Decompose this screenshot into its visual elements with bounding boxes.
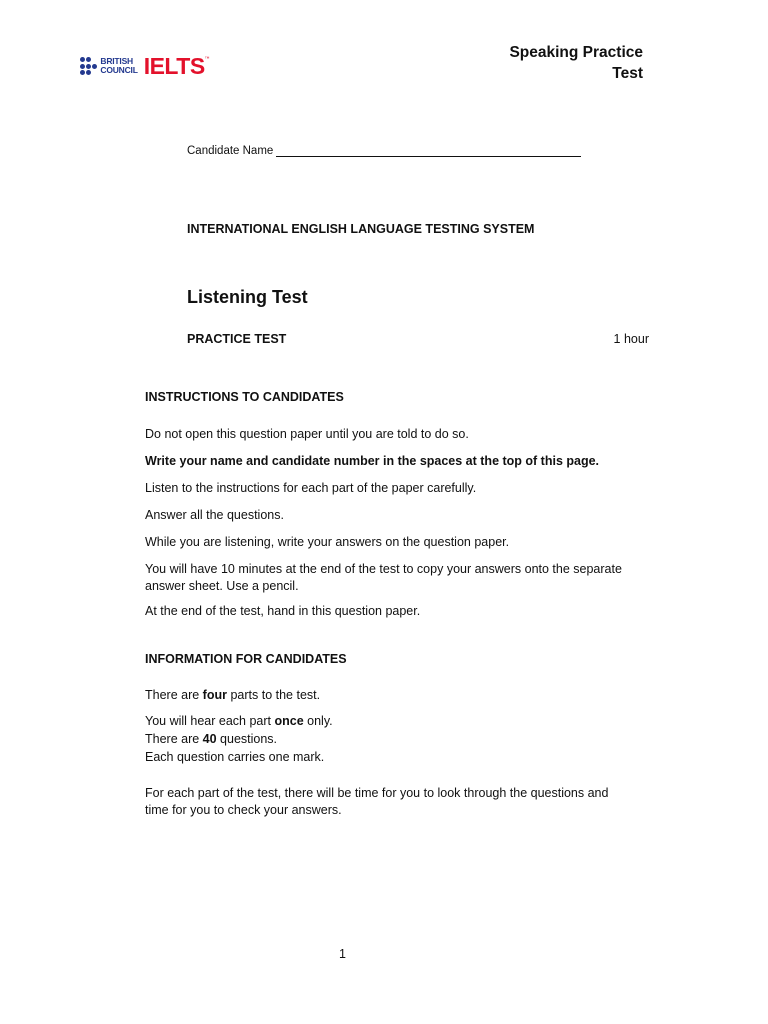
header-title-line1: Speaking Practice bbox=[509, 44, 643, 61]
instruction-item: Listen to the instructions for each part of the paper carefully. bbox=[145, 481, 477, 495]
org-name: INTERNATIONAL ENGLISH LANGUAGE TESTING SYSTEM bbox=[187, 222, 535, 236]
page-number: 1 bbox=[339, 947, 346, 961]
info-questions-before: There are bbox=[145, 732, 203, 746]
instructions-heading: INSTRUCTIONS TO CANDIDATES bbox=[145, 390, 344, 404]
logo-org-line2: COUNCIL bbox=[100, 65, 138, 75]
info-mark: Each question carries one mark. bbox=[145, 750, 325, 764]
info-time: For each part of the test, there will be time for you to look through the questions and time for you to check your answers. bbox=[145, 786, 609, 817]
header-title-line2: Test bbox=[612, 65, 643, 82]
info-parts-before: There are bbox=[145, 688, 203, 702]
info-once-emphasis: once bbox=[274, 714, 304, 728]
info-parts-after: parts to the test. bbox=[226, 688, 321, 702]
instruction-item: Do not open this question paper until you are told to do so. bbox=[145, 427, 469, 441]
british-council-ielts-logo bbox=[80, 55, 210, 77]
candidate-name-label: Candidate Name bbox=[187, 145, 274, 157]
info-questions bbox=[145, 731, 645, 748]
info-once-after: only. bbox=[303, 714, 333, 728]
instruction-item: You will have 10 minutes at the end of the test to copy your answers onto the separate answer sheet. Use a pencil. bbox=[145, 562, 622, 593]
info-parts-emphasis: four bbox=[202, 688, 227, 702]
test-duration: 1 hour bbox=[613, 332, 649, 346]
info-parts bbox=[145, 687, 645, 704]
info-questions-after: questions. bbox=[216, 732, 278, 746]
info-once-before: You will hear each part bbox=[145, 714, 275, 728]
instruction-item: While you are listening, write your answers on the question paper. bbox=[145, 535, 510, 549]
instruction-item: At the end of the test, hand in this question paper. bbox=[145, 604, 421, 618]
test-title: Listening Test bbox=[187, 287, 308, 307]
british-council-wordmark bbox=[100, 57, 137, 75]
ielts-wordmark: IELTS bbox=[143, 53, 205, 79]
candidate-name-row bbox=[187, 144, 581, 157]
british-council-dots-icon bbox=[80, 57, 97, 74]
info-once bbox=[145, 713, 645, 730]
info-questions-emphasis: 40 bbox=[202, 732, 217, 746]
practice-test-label: PRACTICE TEST bbox=[187, 332, 287, 346]
information-heading: INFORMATION FOR CANDIDATES bbox=[145, 652, 347, 666]
instruction-item: Answer all the questions. bbox=[145, 508, 284, 522]
logo-org-line1: BRITISH bbox=[100, 56, 133, 66]
trademark-symbol: ™ bbox=[204, 56, 210, 62]
instruction-item: Write your name and candidate number in the spaces at the top of this page. bbox=[145, 454, 600, 468]
candidate-name-field[interactable] bbox=[276, 144, 581, 157]
header-title bbox=[509, 42, 643, 84]
